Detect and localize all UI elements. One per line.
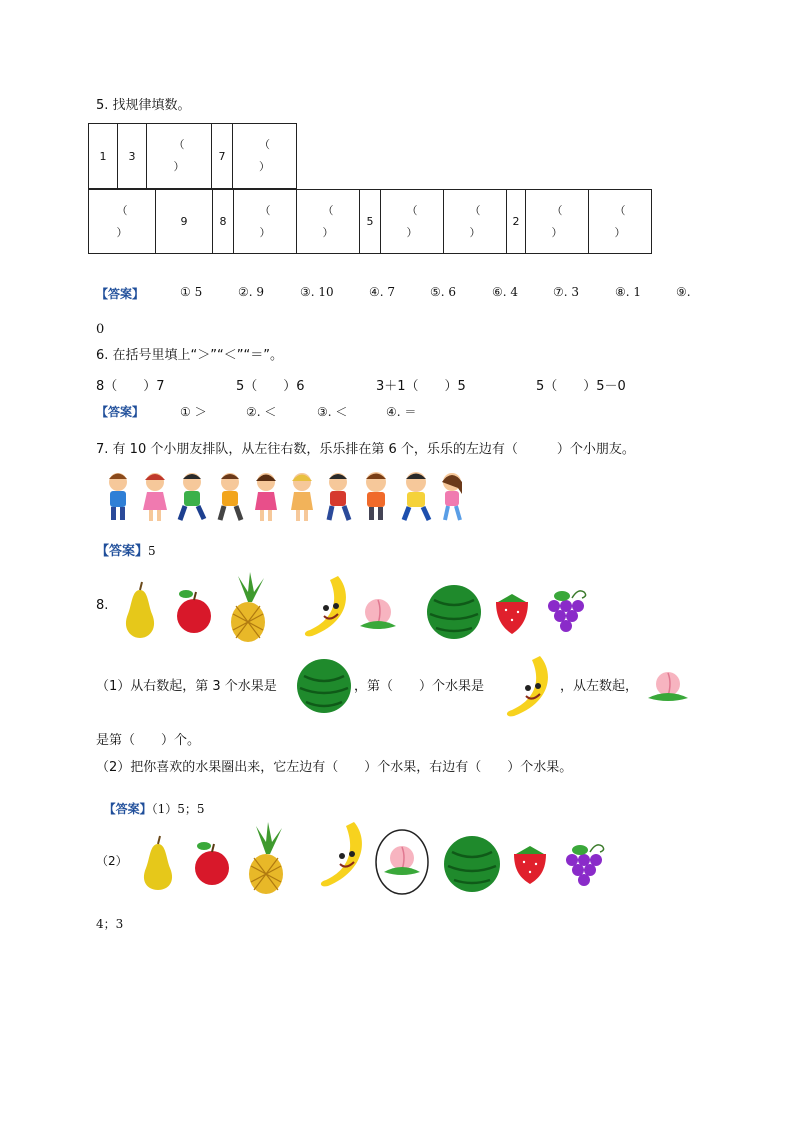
peach-icon [644,668,692,704]
answer-item: ③. 10 [300,285,334,299]
seq-blank[interactable]: （ ） [233,124,297,189]
seq-cell: 8 [213,190,234,254]
seq-blank[interactable]: （ ） [297,190,360,254]
answer-item: ③. ＜ [317,405,348,419]
answer-item: （1）5；5 [151,802,205,816]
compare-item[interactable]: 8（ ）7 [96,379,165,394]
grape-icon [566,845,604,886]
q6-items [96,375,716,393]
apple-icon [177,590,211,633]
strawberry-icon [514,846,546,884]
grape-icon [548,591,586,632]
answer-item: ① 5 [180,285,203,299]
child-icon [109,473,127,520]
child-icon [366,472,386,520]
compare-item[interactable]: 3＋1（ ）5 [376,379,466,394]
banana-inline [500,654,556,720]
pineapple-icon [231,572,265,642]
pear-icon [144,836,172,890]
answer-item: ⑥. 4 [492,285,519,299]
answer-item: ⑨. [676,285,691,299]
q8-part1-c: ，从左数起， [560,679,639,694]
q7-answer [96,540,156,559]
peach-icon [360,599,396,629]
seq-blank[interactable]: （ ） [526,190,589,254]
q6-answer [96,403,516,420]
child-icon [442,473,462,520]
answer-label: 【答案】 [96,544,149,559]
seq-blank[interactable]: （ ） [89,190,156,254]
q7-title: 7. 有 10 个小朋友排队，从左往右数，乐乐排在第 6 个，乐乐的左边有（ ）个小朋友。 [96,442,635,457]
answer-item: ① ＞ [180,405,207,419]
compare-item[interactable]: 5（ ）5－0 [536,379,626,394]
seq-blank[interactable]: （ ） [589,190,652,254]
q8-answer [96,786,205,817]
banana-icon [500,654,556,720]
apple-icon [195,842,229,885]
q8-part1-b: ，第（ ）个水果是 [354,679,485,694]
q8-answer2-tail: 4；3 [96,917,124,931]
q5-table-row1 [88,123,297,189]
seq-cell: 1 [89,124,118,189]
strawberry-icon [496,594,528,634]
answer-label: 【答案】 [96,287,145,301]
pineapple-icon [249,822,283,894]
child-icon [255,473,277,521]
seq-cell: 3 [118,124,147,189]
seq-cell: 7 [212,124,233,189]
children-illustration [100,468,470,524]
answer-item: ②. ＜ [246,405,277,419]
answer-item: ⑦. 3 [553,285,580,299]
seq-blank[interactable]: （ ） [147,124,212,189]
answer-item: ⑧. 1 [615,285,642,299]
q5-table-row2 [88,189,652,254]
watermelon-icon [444,836,500,892]
child-icon [404,472,429,520]
seq-cell: 2 [507,190,526,254]
answer-item: ④. ＝ [386,405,417,419]
answer-item: ⑤. 6 [430,285,457,299]
watermelon-inline [296,658,352,714]
q5-answer [96,285,716,302]
seq-cell: 5 [360,190,381,254]
seq-blank[interactable]: （ ） [381,190,444,254]
children-row [100,468,470,524]
watermelon-icon [296,658,352,714]
banana-icon [305,576,346,636]
q5-title: 5. 找规律填数。 [96,98,191,113]
q6-title: 6. 在括号里填上“＞”“＜”“＝”。 [96,348,283,363]
watermelon-icon [427,585,481,639]
child-icon [180,473,204,520]
circled-peach [376,830,428,894]
q8-part2: （2）把你喜欢的水果圈出来，它左边有（ ）个水果，右边有（ ）个水果。 [96,760,573,775]
answer-label: 【答案】 [96,405,145,419]
fruit-row [116,570,596,646]
child-icon [220,473,241,520]
fruit-row-answer [132,818,612,898]
answer-item: ②. 9 [238,285,265,299]
q8-part1-a: （1）从右数起，第 3 个水果是 [96,679,277,694]
child-icon [329,473,349,520]
q8-answer2-label: （2） [96,854,128,868]
child-icon [291,473,313,521]
seq-cell: 9 [156,190,213,254]
answer-item: 5 [148,544,156,558]
compare-item[interactable]: 5（ ）6 [236,379,305,394]
seq-blank[interactable]: （ ） [444,190,507,254]
q8-part1-d: 是第（ ）个。 [96,733,201,748]
pear-icon [126,582,154,638]
q8-label: 8. [96,598,109,613]
banana-icon [321,822,362,886]
q5-answer-wrap: 0 [96,322,105,337]
answer-item: ④. 7 [369,285,396,299]
peach-inline [644,668,692,704]
seq-blank[interactable]: （ ） [234,190,297,254]
child-icon [143,473,167,521]
answer-label: 【答案】 [103,802,152,816]
